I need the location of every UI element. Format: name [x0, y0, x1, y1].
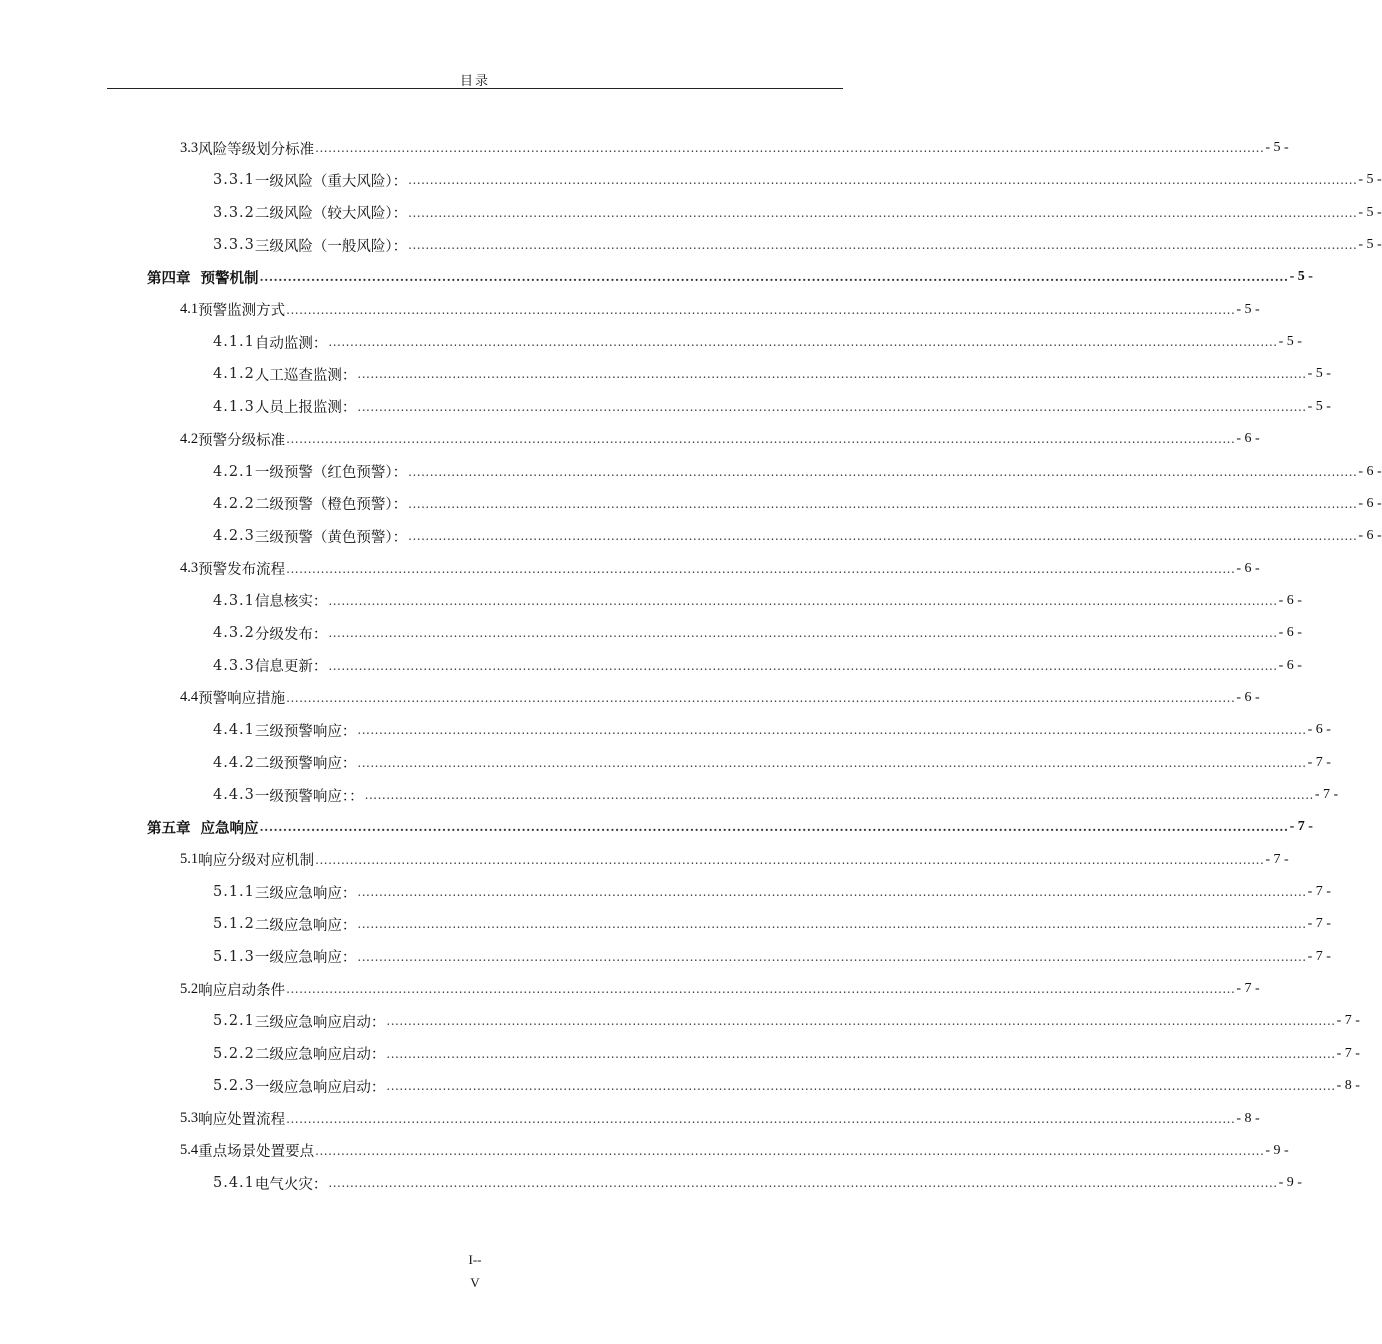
toc-entry-page: - 9 -	[1278, 1175, 1302, 1191]
toc-entry-number: 5.1	[180, 851, 199, 868]
toc-entry[interactable]	[213, 781, 1339, 809]
toc-entry-title: 三级应急响应启动：	[254, 1014, 386, 1031]
toc-entry-number: 3.3.3	[213, 237, 255, 254]
toc-dot-leader: ............................................................................................................................................................................................................................	[328, 626, 1278, 641]
toc-entry-number: 3.3	[180, 139, 199, 156]
toc-entry-title: 三级预警（黄色预警）：	[254, 529, 408, 546]
toc-entry-number: 5.2.1	[213, 1013, 255, 1030]
toc-entry-number: 4.1.2	[213, 366, 255, 383]
toc-dot-leader: ............................................................................................................................................................................................................................	[328, 593, 1278, 608]
toc-entry[interactable]	[180, 1137, 1289, 1165]
toc-entry[interactable]	[213, 716, 1331, 744]
toc-entry-page: - 6 -	[1278, 625, 1302, 641]
toc-dot-leader: ............................................................................................................................................................................................................................	[386, 1014, 1336, 1029]
toc-entry-number: 3.3.1	[213, 172, 255, 189]
toc-dot-leader: ............................................................................................................................................................................................................................	[408, 205, 1358, 220]
toc-entry-number: 第五章	[147, 819, 191, 837]
toc-entry-number: 5.2	[180, 980, 199, 997]
toc-dot-leader: ............................................................................................................................................................................................................................	[357, 885, 1307, 900]
toc-entry-page: - 6 -	[1278, 592, 1302, 608]
toc-dot-leader: ............................................................................................................................................................................................................................	[328, 1176, 1278, 1191]
toc-entry-number: 4.4	[180, 689, 199, 706]
toc-entry-title: 响应处置流程	[198, 1112, 286, 1128]
toc-entry-title: 一级风险（重大风险）：	[254, 173, 408, 190]
toc-entry-number: 5.3	[180, 1110, 199, 1126]
toc-entry-page: - 5 -	[1358, 204, 1382, 220]
toc-entry-number: 第四章	[147, 269, 191, 287]
toc-entry-title: 三级预警响应：	[254, 723, 357, 740]
toc-entry-page: - 5 -	[1358, 237, 1382, 253]
toc-entry-title: 三级应急响应：	[254, 885, 357, 902]
toc-entry-number: 5.1.3	[213, 948, 255, 965]
toc-entry-title: 二级应急响应启动：	[254, 1047, 386, 1064]
toc-entry-page: - 6 -	[1307, 722, 1331, 738]
toc-entry[interactable]	[180, 296, 1260, 324]
toc-entry-page: - 7 -	[1307, 948, 1331, 964]
toc-dot-leader: ............................................................................................................................................................................................................................	[357, 723, 1307, 738]
toc-entry-title: 二级预警（橙色预警）：	[254, 497, 408, 514]
toc-entry[interactable]	[213, 1169, 1302, 1197]
toc-dot-leader: ............................................................................................................................................................................................................................	[328, 335, 1278, 350]
toc-entry-number: 5.2.3	[213, 1078, 255, 1095]
toc-entry-page: - 9 -	[1265, 1142, 1289, 1158]
toc-entry[interactable]	[213, 490, 1382, 518]
toc-dot-leader: ............................................................................................................................................................................................................................	[357, 399, 1307, 414]
toc-entry[interactable]	[213, 652, 1302, 680]
toc-entry[interactable]	[180, 684, 1260, 712]
toc-entry-title: 响应启动条件	[198, 982, 286, 999]
toc-entry-page: - 6 -	[1358, 495, 1382, 511]
toc-entry-title: 一级预警响应：：	[254, 788, 364, 805]
toc-dot-leader: ............................................................................................................................................................................................................................	[259, 820, 1289, 835]
toc-entry[interactable]	[213, 749, 1331, 777]
toc-entry-title: 一级预警（红色预警）：	[254, 465, 408, 481]
toc-entry-page: - 7 -	[1289, 819, 1313, 835]
toc-entry-page: - 6 -	[1358, 463, 1382, 479]
toc-entry[interactable]	[213, 1040, 1360, 1068]
toc-dot-leader: ............................................................................................................................................................................................................................	[315, 1143, 1265, 1158]
toc-entry-title: 信息更新：	[254, 659, 328, 676]
toc-entry-title: 信息核实：	[254, 594, 328, 611]
toc-dot-leader: ............................................................................................................................................................................................................................	[259, 270, 1289, 285]
toc-dot-leader: ............................................................................................................................................................................................................................	[408, 529, 1358, 544]
toc-dot-leader: ............................................................................................................................................................................................................................	[357, 755, 1307, 770]
toc-entry-number: 4.4.3	[213, 787, 255, 803]
toc-entry-number: 4.2.1	[213, 463, 255, 480]
toc-entry-number: 4.2.3	[213, 528, 255, 545]
toc-entry-page: - 5 -	[1358, 172, 1382, 188]
toc-dot-leader: ............................................................................................................................................................................................................................	[408, 496, 1358, 511]
toc-entry-title: 预警响应措施	[198, 691, 286, 708]
toc-dot-leader: ............................................................................................................................................................................................................................	[386, 1079, 1336, 1094]
toc-entry-page: - 6 -	[1358, 528, 1382, 544]
toc-entry-title: 预警分级标准	[198, 432, 286, 449]
toc-entry[interactable]	[213, 878, 1331, 906]
header-divider	[107, 88, 843, 89]
toc-entry-page: - 5 -	[1307, 366, 1331, 382]
toc-entry-number: 4.4.1	[213, 722, 255, 739]
toc-entry-page: - 7 -	[1265, 851, 1289, 867]
toc-entry-page: - 5 -	[1278, 334, 1302, 350]
toc-entry[interactable]	[213, 231, 1382, 259]
toc-entry[interactable]	[147, 813, 1313, 841]
toc-entry-page: - 6 -	[1236, 689, 1260, 705]
toc-entry-number: 4.1.3	[213, 398, 255, 415]
toc-entry-title: 预警发布流程	[198, 562, 286, 579]
toc-entry[interactable]	[213, 199, 1382, 227]
toc-dot-leader: ............................................................................................................................................................................................................................	[357, 917, 1307, 932]
toc-entry-page: - 6 -	[1236, 560, 1260, 576]
toc-entry-page: - 7 -	[1307, 884, 1331, 900]
toc-entry[interactable]	[180, 134, 1289, 162]
toc-dot-leader: ............................................................................................................................................................................................................................	[286, 1111, 1236, 1126]
toc-entry-title: 应急响应	[200, 819, 259, 837]
toc-dot-leader: ............................................................................................................................................................................................................................	[328, 658, 1278, 673]
toc-entry[interactable]	[180, 975, 1260, 1003]
toc-entry-title: 预警机制	[200, 269, 259, 287]
toc-dot-leader: ............................................................................................................................................................................................................................	[315, 141, 1265, 155]
toc-entry[interactable]	[213, 166, 1382, 194]
toc-entry-title: 重点场景处置要点	[198, 1144, 315, 1161]
toc-entry[interactable]	[213, 587, 1302, 615]
toc-dot-leader: ............................................................................................................................................................................................................................	[408, 173, 1358, 188]
toc-entry-title: 风险等级划分标准	[198, 141, 315, 158]
toc-entry[interactable]	[213, 1007, 1360, 1035]
page-header-title: 目录	[459, 74, 490, 89]
toc-entry-number: 4.1	[180, 301, 199, 318]
toc-entry-title: 二级应急响应：	[254, 917, 357, 934]
toc-dot-leader: ............................................................................................................................................................................................................................	[408, 238, 1358, 253]
toc-entry[interactable]	[180, 555, 1260, 583]
toc-entry-number: 4.3.3	[213, 657, 255, 674]
toc-entry-title: 一级应急响应：	[254, 950, 357, 967]
footer-page-marker: I--	[468, 1252, 482, 1267]
toc-dot-leader: ............................................................................................................................................................................................................................	[286, 432, 1236, 447]
toc-entry-number: 4.3.1	[213, 592, 255, 609]
toc-dot-leader: ............................................................................................................................................................................................................................	[286, 302, 1236, 317]
toc-entry[interactable]	[213, 393, 1331, 421]
toc-entry-page: - 7 -	[1336, 1013, 1360, 1029]
toc-entry[interactable]	[147, 263, 1313, 291]
toc-entry[interactable]	[180, 846, 1289, 874]
toc-entry-page: - 5 -	[1236, 301, 1260, 317]
toc-entry[interactable]	[213, 943, 1331, 971]
toc-entry-number: 4.4.2	[213, 754, 255, 771]
toc-entry[interactable]	[213, 522, 1382, 550]
toc-entry-number: 5.1.1	[213, 884, 255, 901]
toc-entry[interactable]	[180, 425, 1260, 453]
toc-entry-page: - 6 -	[1278, 657, 1302, 673]
toc-entry-number: 4.3.2	[213, 625, 255, 642]
toc-entry-page: - 8 -	[1336, 1078, 1360, 1094]
toc-entry-title: 分级发布：	[254, 626, 328, 643]
toc-entry-title: 三级风险（一般风险）：	[254, 238, 408, 255]
toc-entry[interactable]	[213, 328, 1302, 356]
toc-entry[interactable]	[213, 910, 1331, 938]
toc-entry-number: 4.2	[180, 430, 199, 447]
toc-entry-page: - 7 -	[1307, 754, 1331, 770]
toc-entry-number: 4.1.1	[213, 334, 255, 351]
footer-page-number: V	[470, 1275, 480, 1290]
toc-entry-page: - 8 -	[1236, 1110, 1260, 1126]
toc-dot-leader: ............................................................................................................................................................................................................................	[357, 367, 1307, 382]
toc-entry-page: - 6 -	[1236, 431, 1260, 447]
toc-entry[interactable]	[213, 360, 1331, 388]
toc-entry-title: 二级风险（较大风险）：	[254, 206, 408, 223]
toc-entry-title: 预警监测方式	[198, 303, 286, 320]
toc-dot-leader: ............................................................................................................................................................................................................................	[357, 949, 1307, 964]
toc-entry-number: 5.2.2	[213, 1045, 255, 1062]
toc-dot-leader: ............................................................................................................................................................................................................................	[386, 1046, 1336, 1061]
toc-entry[interactable]	[213, 1072, 1360, 1100]
toc-entry-page: - 5 -	[1289, 269, 1313, 285]
toc-entry-title: 自动监测：	[254, 335, 328, 352]
toc-entry-title: 人工巡查监测：	[254, 367, 357, 384]
toc-entry[interactable]	[213, 458, 1382, 486]
toc-dot-leader: ............................................................................................................................................................................................................................	[286, 690, 1236, 705]
toc-entry[interactable]	[180, 1105, 1260, 1133]
toc-dot-leader: ............................................................................................................................................................................................................................	[315, 852, 1265, 867]
toc-entry-number: 4.3	[180, 560, 199, 577]
toc-entry-title: 电气火灾：	[254, 1176, 328, 1193]
toc-dot-leader: ............................................................................................................................................................................................................................	[286, 561, 1236, 576]
toc-dot-leader: ............................................................................................................................................................................................................................	[286, 982, 1236, 997]
toc-entry-page: - 5 -	[1265, 140, 1289, 155]
toc-entry-title: 二级预警响应：	[254, 756, 357, 773]
toc-entry-title: 一级应急响应启动：	[254, 1079, 386, 1096]
toc-entry[interactable]	[213, 619, 1302, 647]
toc-entry-page: - 5 -	[1307, 398, 1331, 414]
toc-entry-page: - 7 -	[1307, 916, 1331, 932]
toc-entry-title: 人员上报监测：	[254, 400, 357, 417]
toc-dot-leader: ............................................................................................................................................................................................................................	[408, 464, 1358, 479]
toc-dot-leader: ............................................................................................................................................................................................................................	[364, 788, 1314, 802]
toc-entry-number: 5.1.2	[213, 916, 255, 933]
toc-entry-page: - 7 -	[1336, 1045, 1360, 1061]
toc-entry-number: 5.4.1	[213, 1175, 255, 1192]
toc-entry-page: - 7 -	[1314, 787, 1339, 802]
toc-entry-page: - 7 -	[1236, 981, 1260, 997]
toc-entry-number: 5.4	[180, 1142, 199, 1159]
toc-entry-number: 3.3.2	[213, 204, 255, 221]
toc-entry-number: 4.2.2	[213, 495, 255, 512]
toc-entry-title: 响应分级对应机制	[198, 853, 315, 870]
